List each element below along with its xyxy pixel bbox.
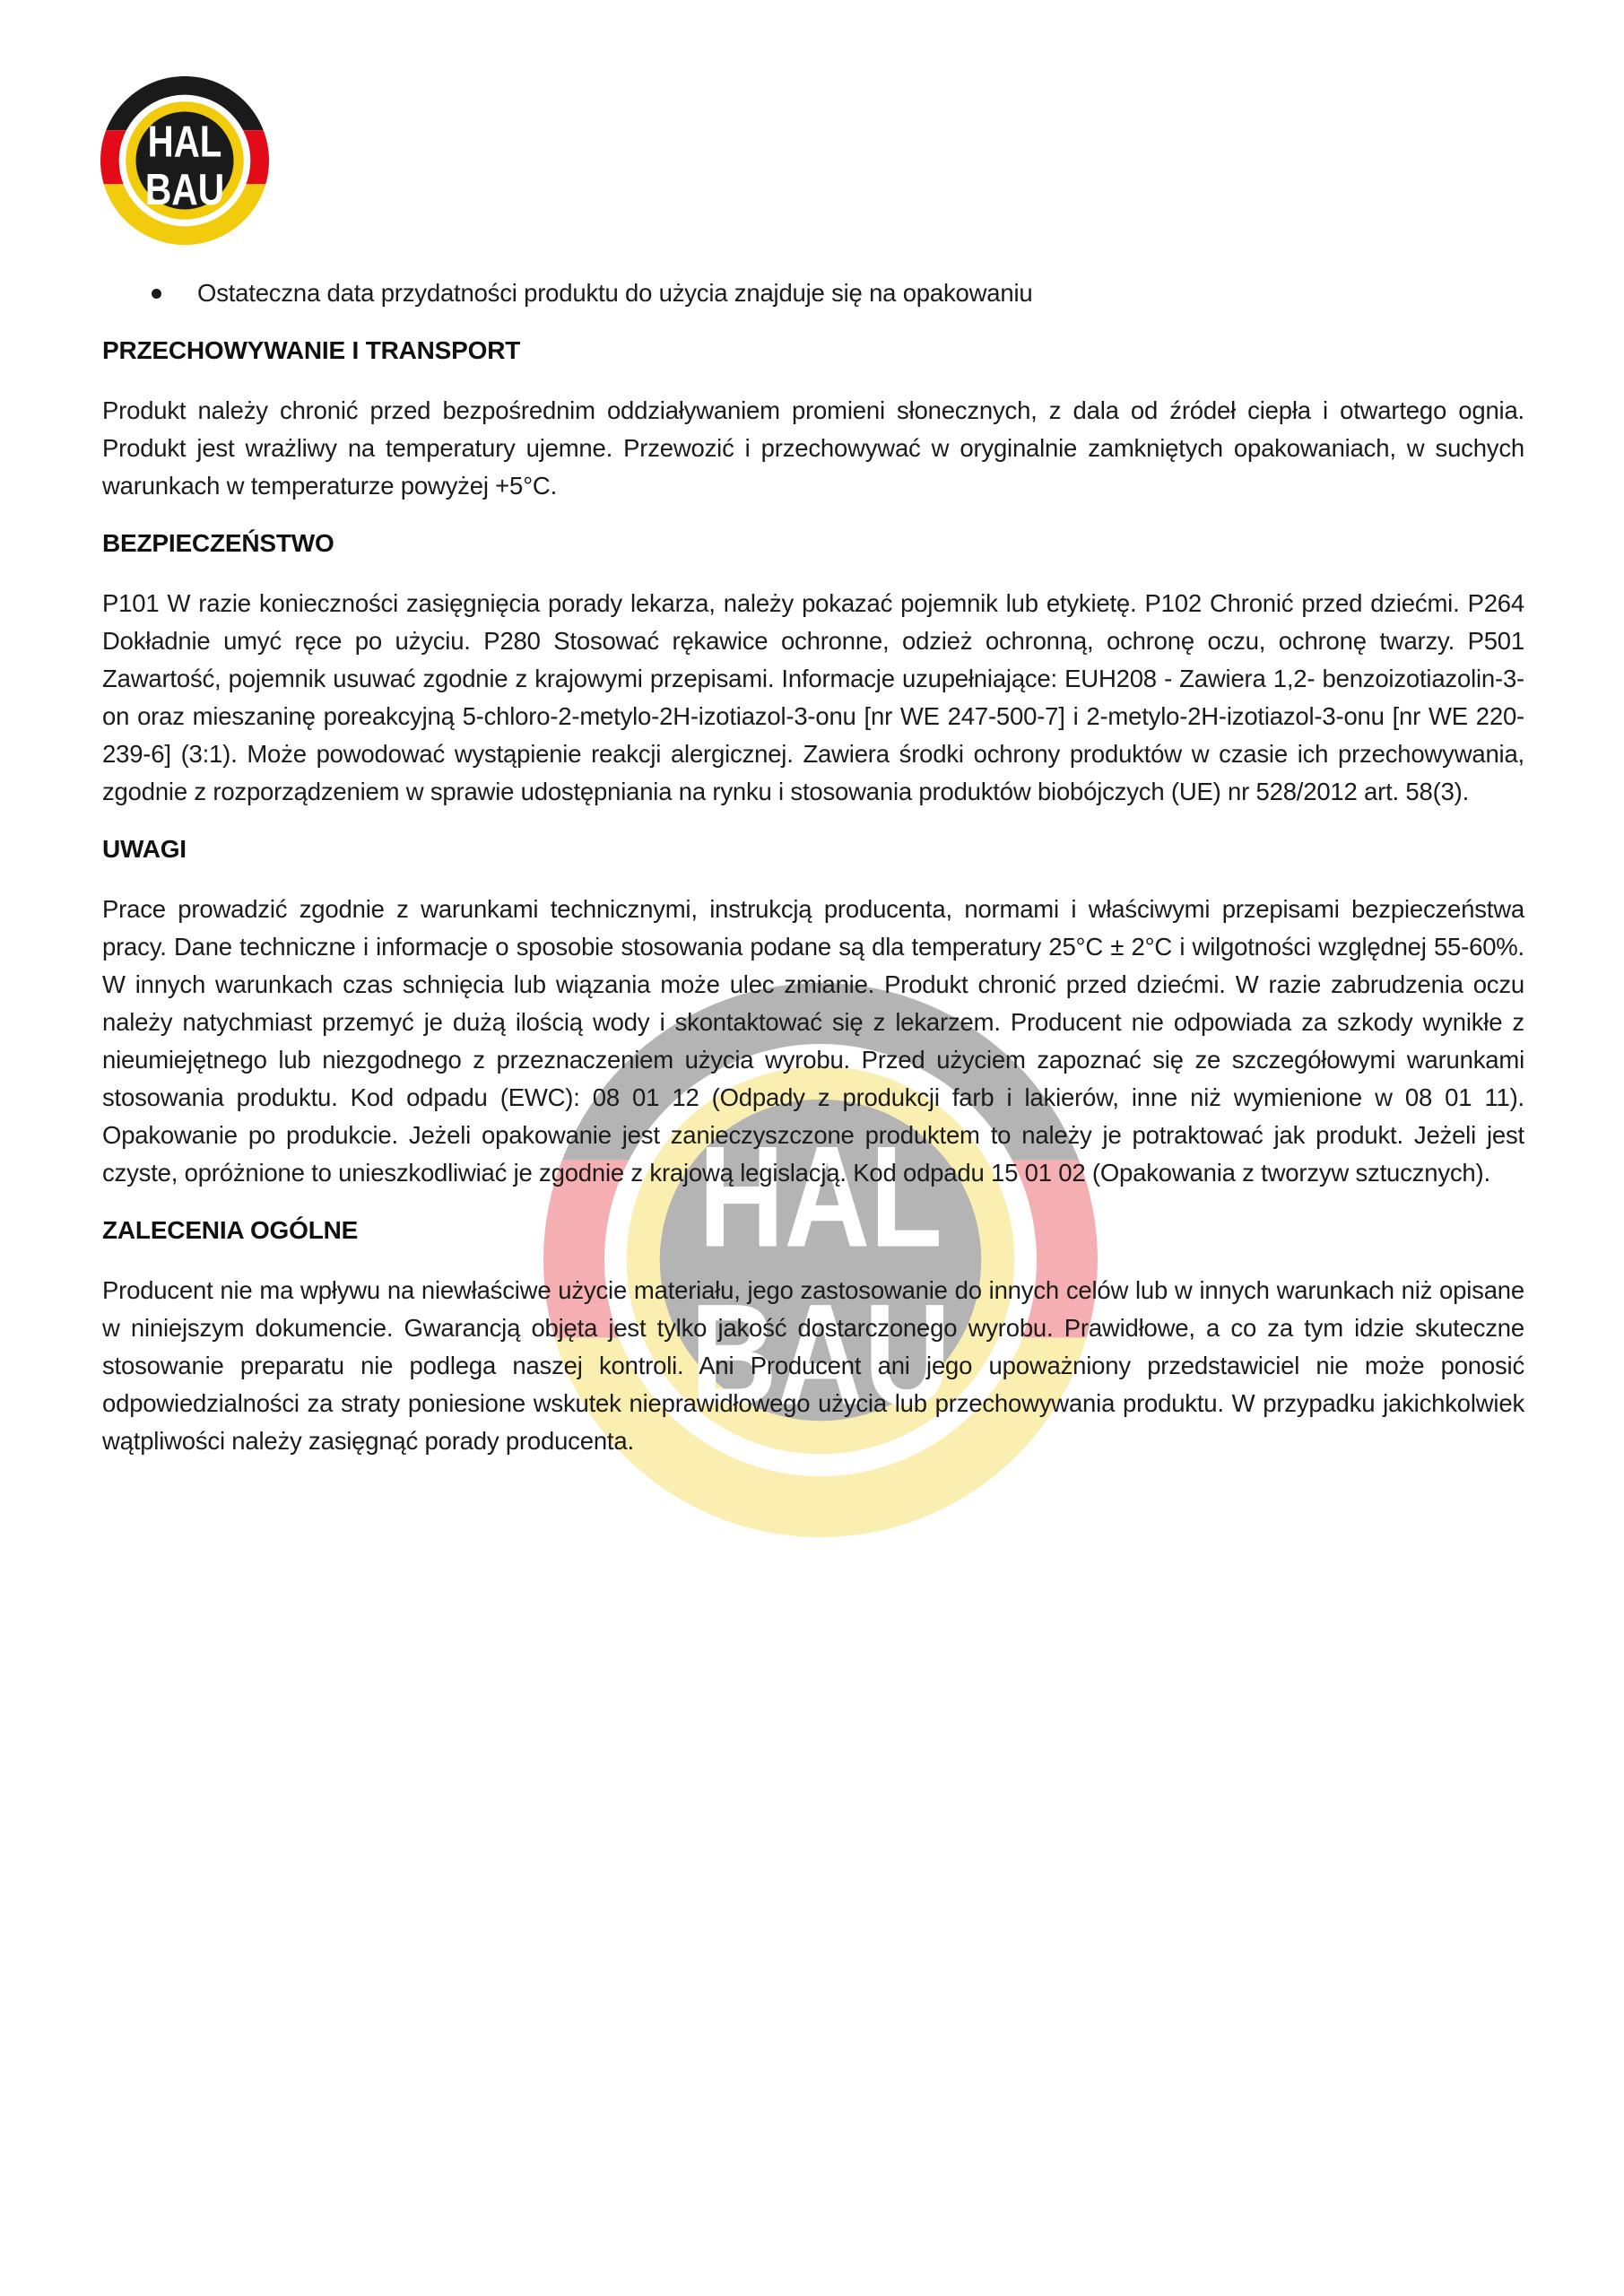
bullet-item: [102, 274, 1524, 312]
section-zalecenia-ogolne: [102, 1212, 1524, 1460]
logo-text-line1: HAL: [147, 117, 222, 167]
bullet-text: Ostateczna data przydatności produktu do użycia znajduje się na opakowaniu: [197, 279, 1033, 307]
halbau-logo-graphic: [100, 76, 269, 245]
bullet-icon: [152, 289, 161, 299]
section-uwagi: [102, 831, 1524, 1192]
bullet-list: [102, 274, 1524, 312]
section-heading-zalecenia: ZALECENIA OGÓLNE: [102, 1216, 359, 1244]
document-content: [102, 274, 1524, 1460]
section-przechowywanie-i-transport: [102, 332, 1524, 505]
section-heading-uwagi: UWAGI: [102, 835, 187, 863]
section-heading-przechowywanie: PRZECHOWYWANIE I TRANSPORT: [102, 336, 521, 364]
section-body-uwagi: Prace prowadzić zgodnie z warunkami technicznymi, instrukcją producenta, normami i właściwymi przepisami bezpieczeństwa pracy. Dane techniczne i informacje o sposobie stosowania podane są dla temperatury 25°C ± 2°C i wilgotności względnej 55-60%. W innych warunkach czas schnięcia lub wiązania może ulec zmianie. Produkt chronić przed dziećmi. W razie zabrudzenia oczu należy natychmiast przemyć je dużą ilością wody i skontaktować się z lekarzem. Producent nie odpowiada za szkody wynikłe z nieumiejętnego lub niezgodnego z przeznaczeniem użycia wyrobu. Przed użyciem zapoznać się ze szczegółowymi warunkami stosowania produktu. Kod odpadu (EWC): 08 01 12 (Odpady z produkcji farb i lakierów, inne niż wymienione w 08 01 11). Opakowanie po produkcie. Jeżeli opakowanie jest zanieczyszczone produktem to należy je potraktować jak produkt. Jeżeli jest czyste, opróżnione to unieszkodliwiać je zgodnie z krajową legislacją. Kod odpadu 15 01 02 (Opakowania z tworzyw sztucznych).: [102, 895, 1524, 1187]
section-body-zalecenia: Producent nie ma wpływu na niewłaściwe użycie materiału, jego zastosowanie do innych celów lub w innych warunkach niż opisane w niniejszym dokumencie. Gwarancją objęta jest tylko jakość dostarczonego wyrobu. Prawidłowe, a co za tym idzie skuteczne stosowanie preparatu nie podlega naszej kontroli. Ani Producent ani jego upoważniony przedstawiciel nie może ponosić odpowiedzialności za straty poniesione wskutek nieprawidłowego użycia lub przechowywania produktu. W przypadku jakichkolwiek wątpliwości należy zasięgnąć porady producenta.: [102, 1276, 1524, 1455]
section-body-przechowywanie: Produkt należy chronić przed bezpośrednim oddziaływaniem promieni słonecznych, z dala od źródeł ciepła i otwartego ognia. Produkt jest wrażliwy na temperatury ujemne. Przewozić i przechowywać w oryginalnie zamkniętych opakowaniach, w suchych warunkach w temperaturze powyżej +5°C.: [102, 396, 1524, 500]
section-body-bezpieczenstwo: P101 W razie konieczności zasięgnięcia porady lekarza, należy pokazać pojemnik lub etykietę. P102 Chronić przed dziećmi. P264 Dokładnie umyć ręce po użyciu. P280 Stosować rękawice ochronne, odzież ochronną, ochronę oczu, ochronę twarzy. P501 Zawartość, pojemnik usuwać zgodnie z krajowymi przepisami. Informacje uzupełniające: EUH208 - Zawiera 1,2- benzoizotiazolin-3-on oraz mieszaninę poreakcyjną 5-chloro-2-metylo-2H-izotiazol-3-onu [nr WE 247-500-7] i 2-metylo-2H-izotiazol-3-onu [nr WE 220-239-6] (3:1). Może powodować wystąpienie reakcji alergicznej. Zawiera środki ochrony produktów w czasie ich przechowywania, zgodnie z rozporządzeniem w sprawie udostępniania na rynku i stosowania produktów biobójczych (UE) nr 528/2012 art. 58(3).: [102, 589, 1524, 805]
watermark-text-line2: BAU: [690, 1274, 951, 1436]
watermark-text-line1: HAL: [699, 1117, 942, 1278]
section-heading-bezpieczenstwo: BEZPIECZEŃSTWO: [102, 529, 334, 557]
logo-text-line2: BAU: [144, 165, 225, 214]
section-bezpieczenstwo: [102, 525, 1524, 811]
halbau-logo: [100, 76, 269, 245]
